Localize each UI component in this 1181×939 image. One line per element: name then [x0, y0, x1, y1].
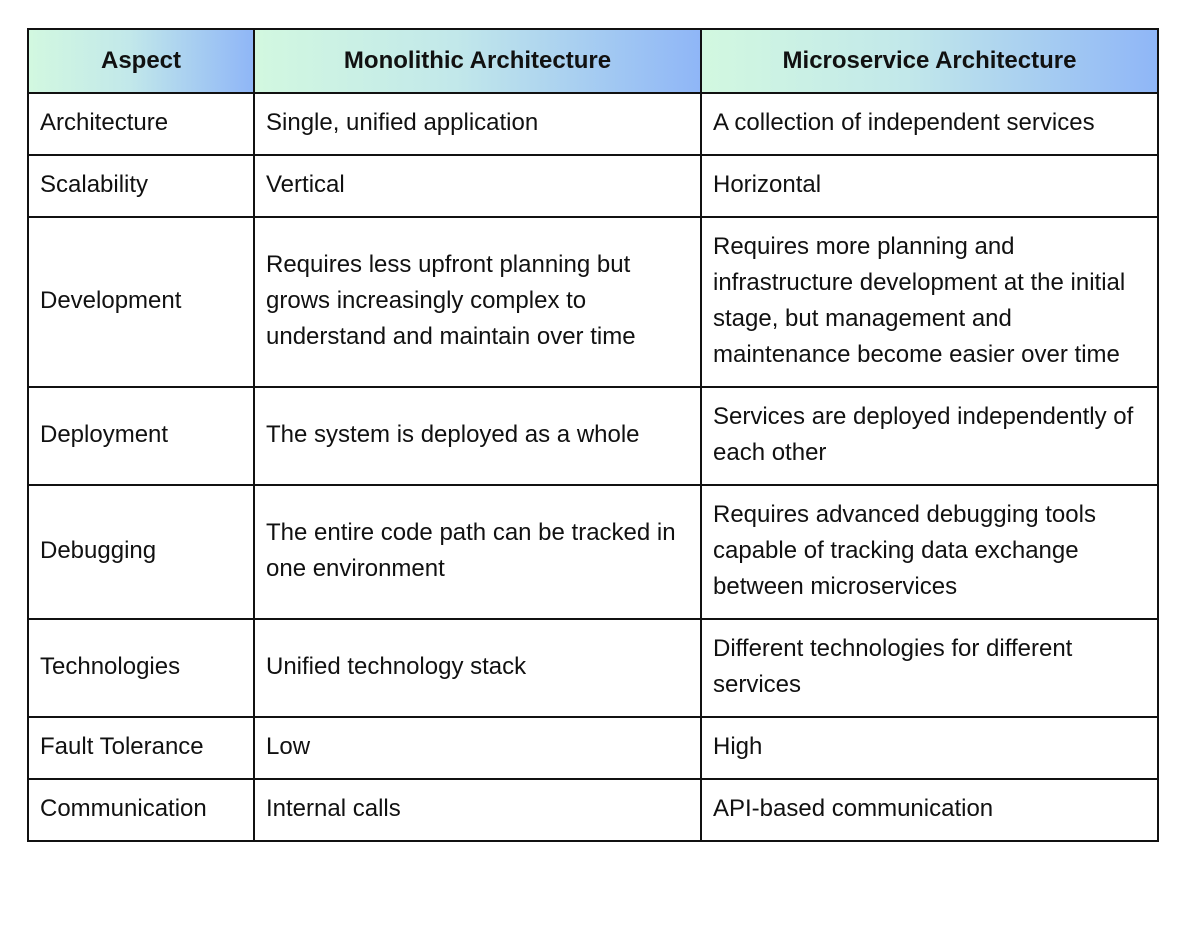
table-row [28, 619, 1158, 717]
table-row [28, 217, 1158, 387]
cell-aspect: Debugging [28, 485, 254, 619]
cell-monolithic: Single, unified application [254, 93, 701, 155]
cell-microservice: Different technologies for different services [701, 619, 1158, 717]
header-microservice: Microservice Architecture [701, 29, 1158, 93]
cell-microservice: Horizontal [701, 155, 1158, 217]
cell-monolithic: The entire code path can be tracked in one environment [254, 485, 701, 619]
table-row [28, 93, 1158, 155]
cell-aspect: Communication [28, 779, 254, 841]
cell-microservice: A collection of independent services [701, 93, 1158, 155]
header-monolithic: Monolithic Architecture [254, 29, 701, 93]
cell-monolithic: The system is deployed as a whole [254, 387, 701, 485]
cell-monolithic: Vertical [254, 155, 701, 217]
table-row [28, 155, 1158, 217]
cell-aspect: Fault Tolerance [28, 717, 254, 779]
cell-monolithic: Requires less upfront planning but grows increasingly complex to understand and maintain over time [254, 217, 701, 387]
header-aspect: Aspect [28, 29, 254, 93]
cell-aspect: Deployment [28, 387, 254, 485]
table-row [28, 717, 1158, 779]
table-row [28, 485, 1158, 619]
cell-microservice: High [701, 717, 1158, 779]
cell-aspect: Technologies [28, 619, 254, 717]
cell-monolithic: Unified technology stack [254, 619, 701, 717]
cell-aspect: Development [28, 217, 254, 387]
cell-microservice: API-based communication [701, 779, 1158, 841]
cell-monolithic: Low [254, 717, 701, 779]
header-row [28, 29, 1158, 93]
cell-microservice: Requires advanced debugging tools capable of tracking data exchange between microservices [701, 485, 1158, 619]
cell-microservice: Services are deployed independently of each other [701, 387, 1158, 485]
cell-microservice: Requires more planning and infrastructure development at the initial stage, but management and maintenance become easier over time [701, 217, 1158, 387]
table-row [28, 387, 1158, 485]
cell-aspect: Scalability [28, 155, 254, 217]
cell-aspect: Architecture [28, 93, 254, 155]
table-row [28, 779, 1158, 841]
comparison-table [27, 28, 1159, 842]
cell-monolithic: Internal calls [254, 779, 701, 841]
